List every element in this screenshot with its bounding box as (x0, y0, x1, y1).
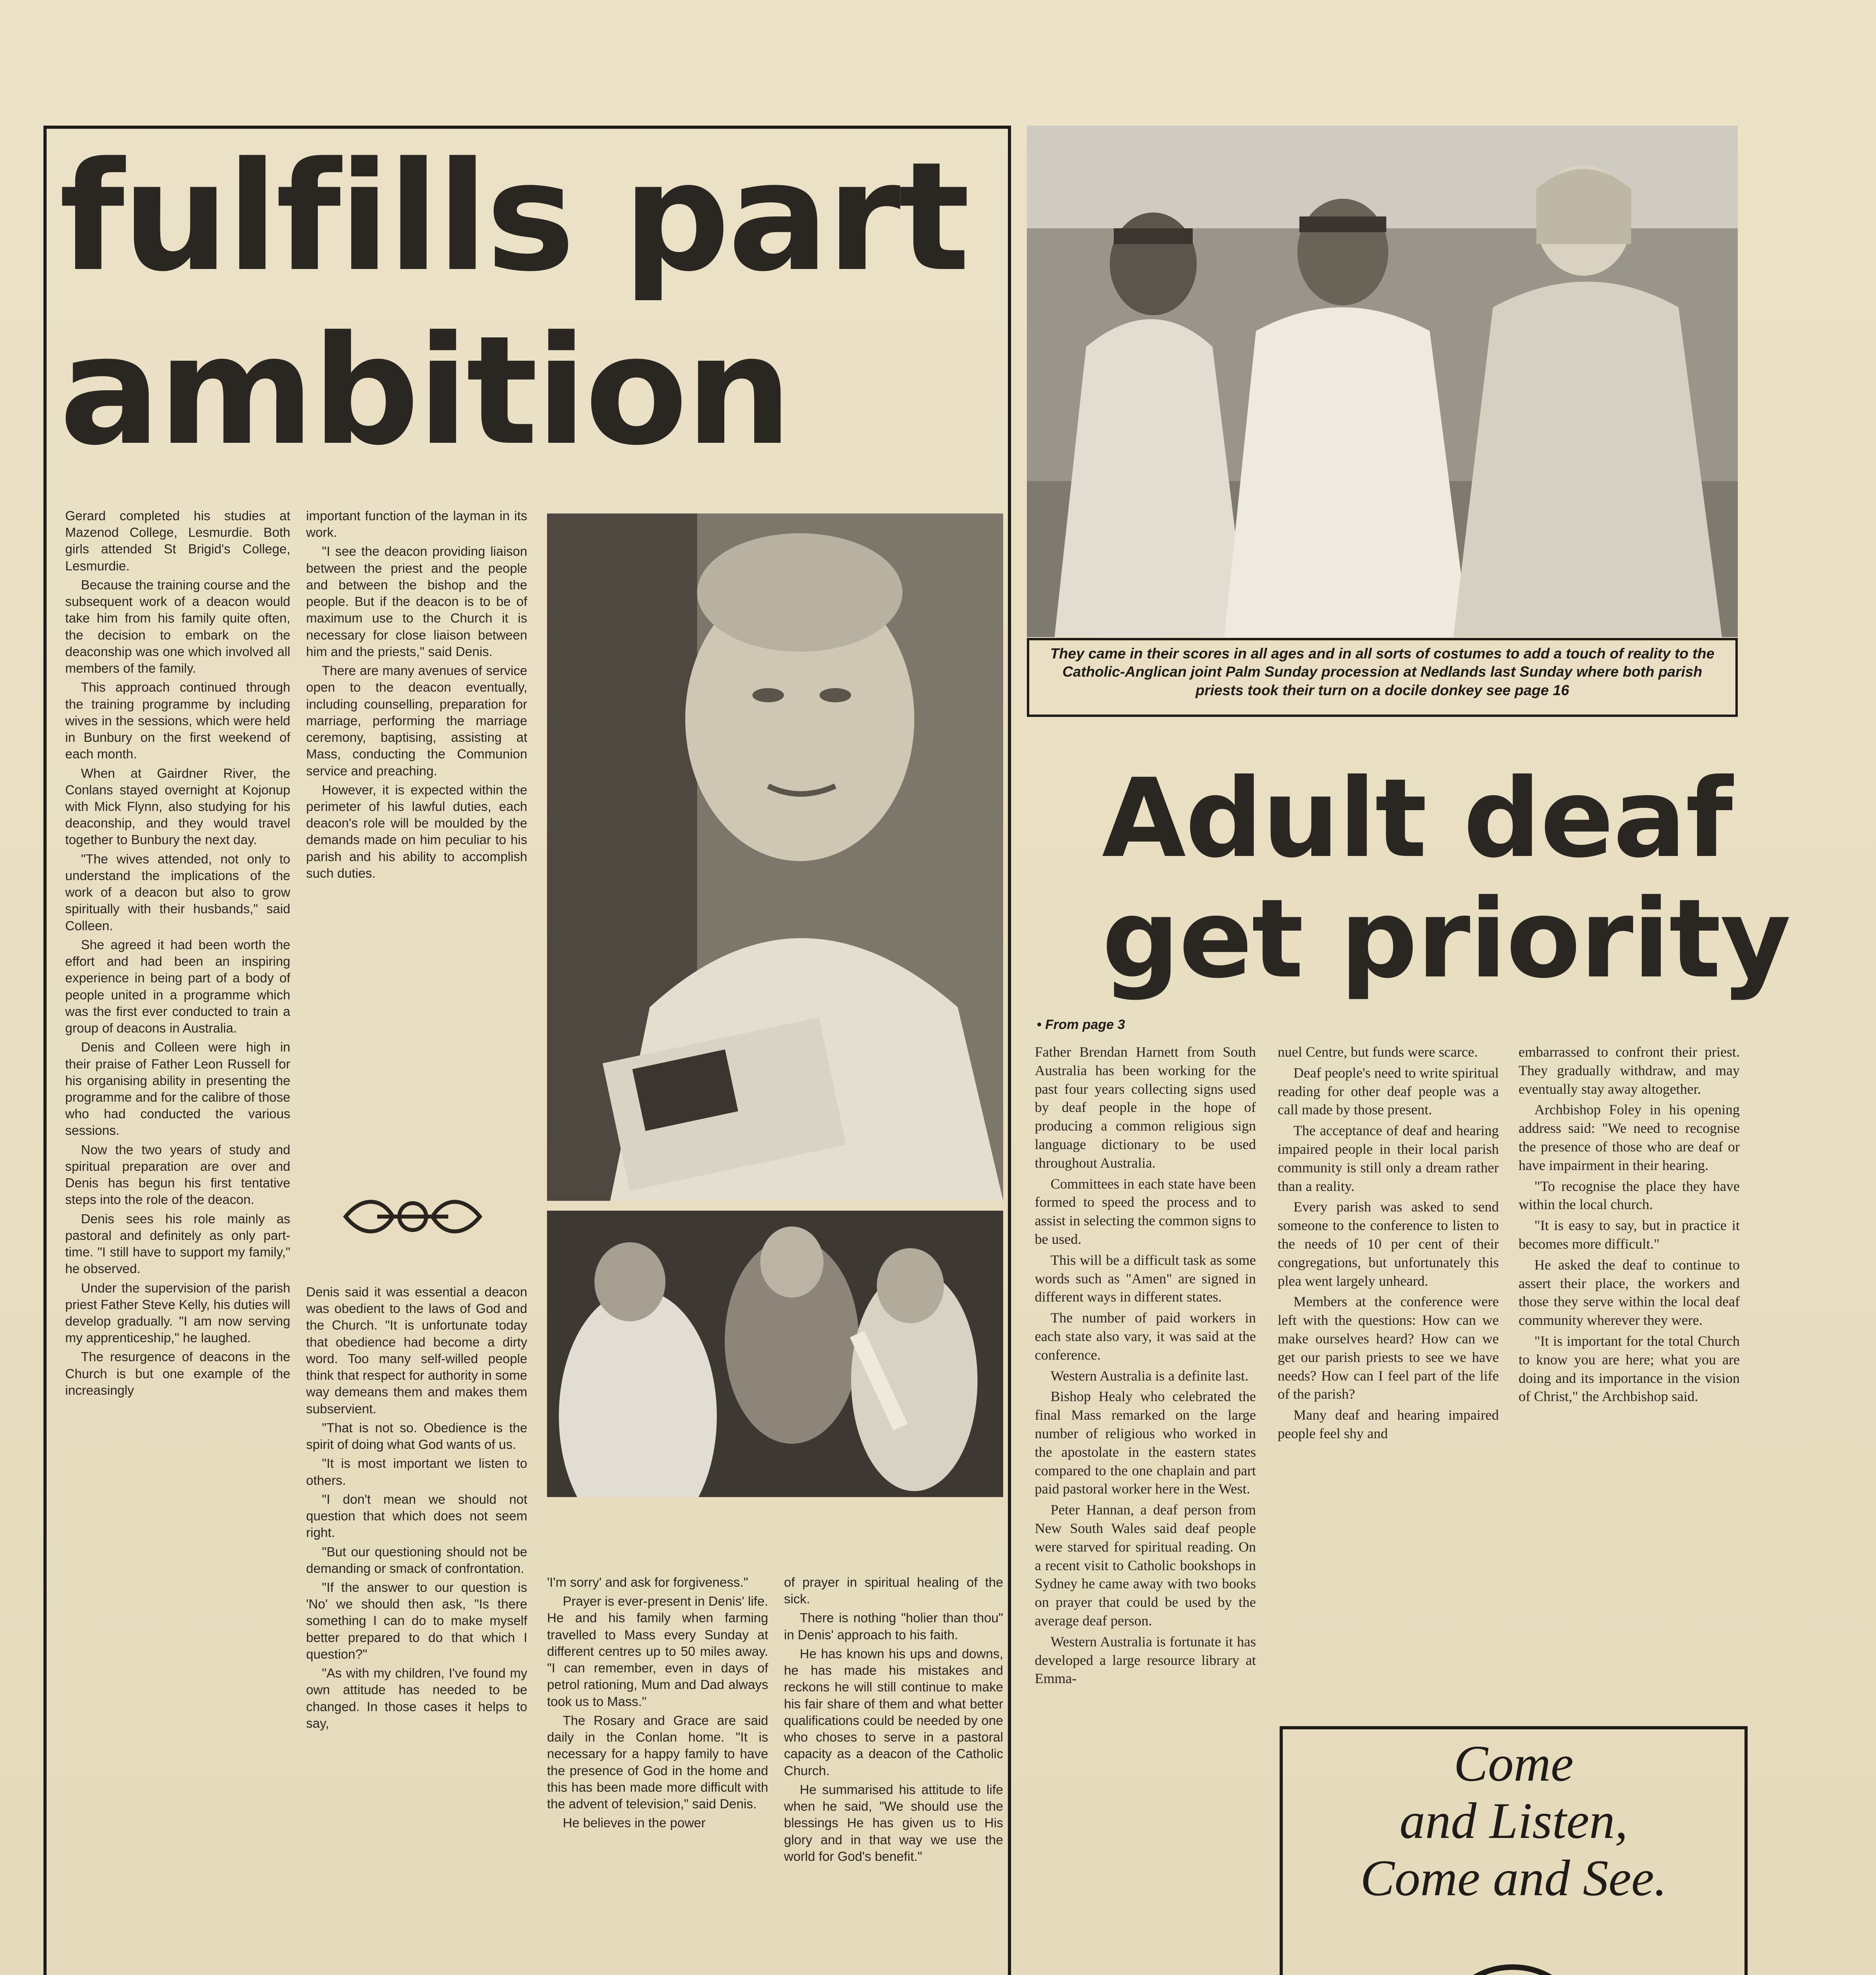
lead-headline-line2: ambition (59, 303, 790, 478)
paragraph: Under the supervision of the parish priest Father Steve Kelly, his duties will develop gradually. "I am now serving my apprenticeship," he laughed. (65, 1280, 290, 1345)
paragraph: "But our questioning should not be demanding or smack of confrontation. (306, 1544, 527, 1576)
paragraph: Every parish was asked to send someone to the conference to listen to the needs of 10 per cent of their congregations, but unfortunately this plea went largely unheard. (1278, 1199, 1499, 1289)
paragraph: She agreed it had been worth the effort and had been an inspiring experience in being part of a body of people united in a programme which was the first ever conducted to train a group of deacons in Australia. (65, 937, 290, 1036)
photo-deacon-ceremony (547, 1211, 1003, 1497)
paragraph: He believes in the power (563, 1815, 706, 1830)
photo-caption: They came in their scores in all ages and in all sorts of costumes to add a touch of reality to the Catholic-Anglican joint Palm Sunday procession at Nedlands last Sunday where both parish priests took their turn on a docile donkey see page 16 (1050, 645, 1714, 698)
paragraph: "I see the deacon providing liaison between the priest and the people and between the bishop and the people. But if the deacon is to be of maximum use to the Church it is necessary for close liaison between him and the priests," said Denis. (306, 544, 527, 659)
lead-col1 (65, 508, 290, 1401)
paragraph: important function of the layman in its work. (306, 508, 527, 540)
paragraph: Committees in each state have been formed to speed the process and to assist in selecting the common signs to be used. (1035, 1176, 1256, 1247)
paragraph: Members at the conference were left with the questions: How can we make ourselves heard? How can we get our parish priests to see we have needs? How can I feel part of the life of the parish? (1278, 1294, 1499, 1402)
paragraph: "If the answer to our question is 'No' we should then ask, "Is there something I can do to make myself better prepared to do that which I question?" (306, 1580, 527, 1661)
paragraph: "It is most important we listen to others. (306, 1456, 527, 1488)
ad-script-line1: Come (1453, 1735, 1574, 1792)
ornament-divider (338, 1193, 488, 1240)
paragraph: The number of paid workers in each state also vary, it was said at the conference. (1035, 1310, 1256, 1363)
paragraph: "It is important for the total Church to know you are here; what you are doing and its importance in the vision of Christ," the Archbishop said. (1519, 1333, 1740, 1405)
paragraph: Western Australia is a definite last. (1051, 1367, 1248, 1384)
paragraph: There are many avenues of service open to the deacon eventually, including counselling, preparation for marriage, performing the marriage ceremony, baptising, assisting at Mass, conducting the Communion service and preaching. (306, 663, 527, 778)
paragraph: However, it is expected within the perimeter of his lawful duties, each deacon's role will be moulded by the demands made on him peculiar to his parish and his ability to accomplish such duties. (306, 782, 527, 880)
paragraph: This approach continued through the training programme by including wives in the sessions, which were held in Bunbury on the first weekend of each month. (65, 680, 290, 762)
deaf-col3 (1519, 1043, 1740, 1408)
paragraph: Prayer is ever-present in Denis' life. He and his family when farming travelled to Mass every Sunday at different centres up to 50 miles away. "I can remember, even in days of petrol rationing, Mum and Dad always took us to Mass." (547, 1594, 768, 1709)
paragraph: He asked the deaf to continue to assert their place, the workers and those they serve within the local deaf community wherever they were. (1519, 1256, 1740, 1328)
paragraph: He has known his ups and downs, he has made his mistakes and reckons he will still continue to make his fair share of them and what better qualifications could be needed by one who choses to serve in a pastoral capacity as a deacon of the Catholic Church. (784, 1646, 1003, 1778)
paragraph: Deaf people's need to write spiritual reading for other deaf people was a call made by those present. (1278, 1065, 1499, 1118)
lead-col4 (784, 1574, 1003, 1867)
lead-col2-bottom (306, 1284, 527, 1734)
paragraph: of prayer in spiritual healing of the sick. (784, 1575, 1003, 1606)
paragraph: Denis said it was essential a deacon was obedient to the laws of God and the Church. "It is unfortunate today that obedience had become a dirty word. Too many self-willed people think that respect for authority in some way demeans them and makes them subservient. (306, 1285, 527, 1416)
deaf-col1 (1035, 1043, 1256, 1690)
paragraph: Archbishop Foley in his opening address said: "We need to recognise the presence of those who are deaf or have impairment in their hearing. (1519, 1102, 1740, 1173)
paragraph: Gerard completed his studies at Mazenod College, Lesmurdie. Both girls attended St Brigid's College, Lesmurdie. (65, 508, 290, 573)
paragraph: "The wives attended, not only to understand the implications of the work of a deacon but also to grow spiritually with their husbands," said Colleen. (65, 851, 290, 933)
portrait-photo-deacon (547, 514, 1003, 1201)
from-page-reference: • From page 3 (1037, 1017, 1125, 1032)
deaf-headline-line1: Adult deaf (1102, 755, 1732, 882)
paragraph: "That is not so. Obedience is the spirit of doing what God wants of us. (306, 1420, 527, 1452)
paragraph: The Rosary and Grace are said daily in the Conlan home. "It is necessary for a happy family to have the presence of God in the home and this has been made more difficult with the advent of television," said Denis. (547, 1713, 768, 1811)
paragraph: Denis and Colleen were high in their praise of Father Leon Russell for his organising ability in presenting the programme and for the calibre of those who had conducted the various sessions. (65, 1040, 290, 1138)
paragraph: "It is easy to say, but in practice it becomes more difficult." (1519, 1217, 1740, 1252)
paragraph: Peter Hannan, a deaf person from New South Wales said deaf people were starved for spiritual reading. On a recent visit to Catholic bookshops in Sydney he came away with two books on prayer that could be used by the average deaf person. (1035, 1502, 1256, 1629)
paragraph: Western Australia is fortunate it has developed a large resource library at Emma- (1035, 1633, 1256, 1687)
paragraph: Father Brendan Harnett from South Australia has been working for the past four years collecting signs used by deaf people in the hope of producing a common religious sign language dictionary to be used throughout Australia. (1035, 1044, 1256, 1171)
paragraph: Now the two years of study and spiritual preparation are over and Denis has begun his first tentative steps into the role of the deacon. (65, 1142, 290, 1207)
paragraph: "As with my children, I've found my own attitude has needed to be changed. In those cases it helps to say, (306, 1666, 527, 1730)
vocations-figure-logo (1339, 1924, 1686, 1975)
lead-headline-line1: fulfills part (59, 130, 968, 305)
ad-script-line2: and Listen, (1399, 1793, 1628, 1849)
paragraph: 'I'm sorry' and ask for forgiveness." (547, 1575, 748, 1589)
paragraph: Denis sees his role mainly as pastoral and definitely as only part-time. "I still have to support my family," he observed. (65, 1211, 290, 1276)
lead-col3 (547, 1574, 768, 1834)
lead-col2-top (306, 508, 527, 884)
paragraph: embarrassed to confront their priest. They gradually withdraw, and may eventually stay away altogether. (1519, 1044, 1740, 1097)
paragraph: The acceptance of deaf and hearing impaired people in their local parish community is still only a dream rather than a reality. (1278, 1123, 1499, 1194)
paragraph: There is nothing "holier than thou" in Denis' approach to his faith. (784, 1610, 1003, 1642)
paragraph: "To recognise the place they have within the local church. (1519, 1178, 1740, 1213)
deaf-headline-line2: get priority (1102, 876, 1790, 1002)
paragraph: Bishop Healy who celebrated the final Mass remarked on the large number of religious who worked in the apostolate in the eastern states compared to the one chaplain and part paid pastoral worker here in the West. (1035, 1388, 1256, 1497)
ad-script-line3: Come and See. (1360, 1850, 1667, 1907)
paragraph: This will be a difficult task as some words such as "Amen" are signed in different ways in different states. (1035, 1252, 1256, 1305)
paragraph: He summarised his attitude to life when he said, "We should use the blessings He has given us to His glory and in that way we use the world for God's benefit." (784, 1782, 1003, 1864)
photo-palm-sunday-procession (1027, 126, 1738, 637)
paragraph: Many deaf and hearing impaired people feel shy and (1278, 1407, 1499, 1441)
paragraph: "I don't mean we should not question that which does not seem right. (306, 1492, 527, 1540)
paragraph: Because the training course and the subsequent work of a deacon would take him from his family quite often, the decision to embark on the deaconship was one which involved all members of the family. (65, 577, 290, 676)
paragraph: nuel Centre, but funds were scarce. (1278, 1044, 1478, 1060)
deaf-col2 (1278, 1043, 1499, 1445)
paragraph: When at Gairdner River, the Conlans stayed overnight at Kojonup with Mick Flynn, also studying for his deaconship, and they would travel together to Bunbury the next day. (65, 766, 290, 847)
paragraph: The resurgence of deacons in the Church is but one example of the increasingly (65, 1349, 290, 1398)
